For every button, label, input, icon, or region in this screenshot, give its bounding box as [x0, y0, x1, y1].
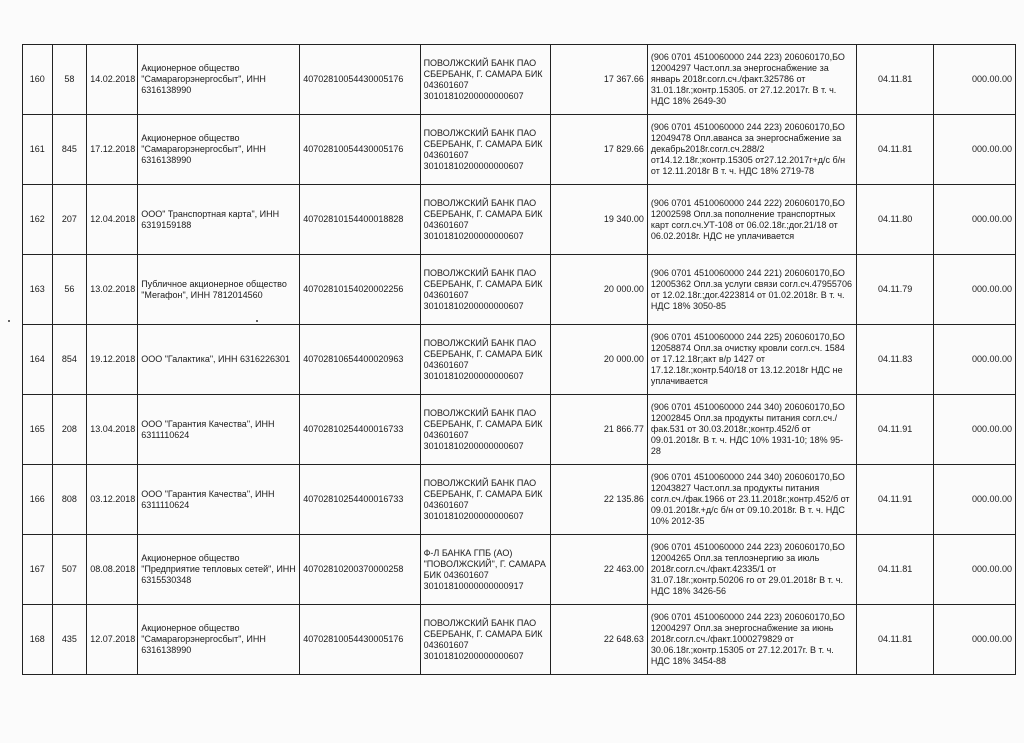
payment-date: 13.04.2018	[87, 395, 138, 465]
doc-number: 854	[52, 325, 87, 395]
table-row	[23, 325, 1016, 395]
recipient-name: Акционерное общество "Самарагорэнергосбыт", ИНН 6316138990	[138, 605, 300, 675]
payment-amount: 19 340.00	[551, 185, 648, 255]
payment-date: 03.12.2018	[87, 465, 138, 535]
recipient-name: Акционерное общество "Самарагорэнергосбыт", ИНН 6316138990	[138, 115, 300, 185]
account-number: 40702810200370000258	[300, 535, 420, 605]
payment-amount: 17 829.66	[551, 115, 648, 185]
payment-amount: 20 000.00	[551, 255, 648, 325]
table-row	[23, 465, 1016, 535]
payment-date: 12.04.2018	[87, 185, 138, 255]
table-body	[23, 45, 1016, 675]
payment-purpose: (906 0701 4510060000 244 221) 206060170,БО 12005362 Опл.за услуги связи согл.сч.47955706 от 12.02.18г.;дог.4223814 от 01.02.2018г. В т. ч. НДС 18% 3050-85	[647, 255, 856, 325]
doc-number: 808	[52, 465, 87, 535]
secondary-sum: 000.00.00	[934, 535, 1016, 605]
doc-number: 435	[52, 605, 87, 675]
account-number: 40702810054430005176	[300, 605, 420, 675]
recipient-name: Акционерное общество "Самарагорэнергосбыт", ИНН 6316138990	[138, 45, 300, 115]
recipient-name: Публичное акционерное общество "Мегафон", ИНН 7812014560	[138, 255, 300, 325]
row-number: 161	[23, 115, 53, 185]
scan-speck	[256, 320, 258, 322]
doc-number: 58	[52, 45, 87, 115]
payment-purpose: (906 0701 4510060000 244 223) 206060170,БО 12004297 Част.опл.за энергоснабжение за январь 2018г.согл.сч./факт.325786 от 31.01.18г.;контр.15305. от 27.12.2017г. В т. ч. НДС 18% 2649-30	[647, 45, 856, 115]
table-row	[23, 115, 1016, 185]
payment-date: 14.02.2018	[87, 45, 138, 115]
table-row	[23, 255, 1016, 325]
payment-purpose: (906 0701 4510060000 244 340) 206060170,БО 12002845 Опл.за продукты питания согл.сч./фак.531 от 30.03.2018г.;контр.452/б от 09.01.2018г. В т. ч. НДС 10% 1931-10; 18% 95-28	[647, 395, 856, 465]
recipient-name: ООО "Гарантия Качества", ИНН 6311110624	[138, 465, 300, 535]
budget-code: 04.11.79	[856, 255, 933, 325]
payment-amount: 22 648.63	[551, 605, 648, 675]
table-row	[23, 605, 1016, 675]
row-number: 162	[23, 185, 53, 255]
table-row	[23, 185, 1016, 255]
doc-number: 845	[52, 115, 87, 185]
payment-date: 08.08.2018	[87, 535, 138, 605]
scan-speck	[8, 320, 10, 322]
bank-details: ПОВОЛЖСКИЙ БАНК ПАО СБЕРБАНК, Г. САМАРА БИК 043601607 30101810200000000607	[420, 185, 550, 255]
recipient-name: Акционерное общество "Предприятие тепловых сетей", ИНН 6315530348	[138, 535, 300, 605]
row-number: 165	[23, 395, 53, 465]
recipient-name: ООО" Транспортная карта", ИНН 6319159188	[138, 185, 300, 255]
bank-details: ПОВОЛЖСКИЙ БАНК ПАО СБЕРБАНК, Г. САМАРА БИК 043601607 30101810200000000607	[420, 115, 550, 185]
payment-amount: 21 866.77	[551, 395, 648, 465]
bank-details: ПОВОЛЖСКИЙ БАНК ПАО СБЕРБАНК, Г. САМАРА БИК 043601607 30101810200000000607	[420, 465, 550, 535]
bank-details: ПОВОЛЖСКИЙ БАНК ПАО СБЕРБАНК, Г. САМАРА БИК 043601607 30101810200000000607	[420, 605, 550, 675]
secondary-sum: 000.00.00	[934, 395, 1016, 465]
account-number: 40702810154400018828	[300, 185, 420, 255]
payment-purpose: (906 0701 4510060000 244 223) 206060170,БО 12004297 Опл.за энергоснабжение за июнь 2018г.согл.сч./факт.1000279829 от 30.06.18г.;контр.15305 от 27.12.2017г. В т. ч. НДС 18% 3454-88	[647, 605, 856, 675]
budget-code: 04.11.81	[856, 605, 933, 675]
budget-code: 04.11.83	[856, 325, 933, 395]
payments-table	[22, 44, 1016, 675]
budget-code: 04.11.81	[856, 535, 933, 605]
bank-details: ПОВОЛЖСКИЙ БАНК ПАО СБЕРБАНК, Г. САМАРА БИК 043601607 30101810200000000607	[420, 255, 550, 325]
bank-details: ПОВОЛЖСКИЙ БАНК ПАО СБЕРБАНК, Г. САМАРА БИК 043601607 30101810200000000607	[420, 395, 550, 465]
payment-amount: 22 135.86	[551, 465, 648, 535]
budget-code: 04.11.91	[856, 465, 933, 535]
doc-number: 507	[52, 535, 87, 605]
budget-code: 04.11.91	[856, 395, 933, 465]
account-number: 40702810254400016733	[300, 465, 420, 535]
payment-amount: 17 367.66	[551, 45, 648, 115]
secondary-sum: 000.00.00	[934, 325, 1016, 395]
row-number: 166	[23, 465, 53, 535]
doc-number: 207	[52, 185, 87, 255]
bank-details: ПОВОЛЖСКИЙ БАНК ПАО СБЕРБАНК, Г. САМАРА БИК 043601607 30101810200000000607	[420, 45, 550, 115]
account-number: 40702810054430005176	[300, 45, 420, 115]
secondary-sum: 000.00.00	[934, 605, 1016, 675]
row-number: 167	[23, 535, 53, 605]
bank-details: Ф-Л БАНКА ГПБ (АО) "ПОВОЛЖСКИЙ", Г. САМАРА БИК 043601607 30101810000000000917	[420, 535, 550, 605]
payment-date: 13.02.2018	[87, 255, 138, 325]
secondary-sum: 000.00.00	[934, 185, 1016, 255]
table-row	[23, 45, 1016, 115]
account-number: 40702810654400020963	[300, 325, 420, 395]
secondary-sum: 000.00.00	[934, 45, 1016, 115]
row-number: 164	[23, 325, 53, 395]
payment-purpose: (906 0701 4510060000 244 340) 206060170,БО 12043827 Част.опл.за продукты питания согл.сч./фак.1966 от 23.11.2018г.;контр.452/б от 09.01.2018г.+д/с б/н от 09.10.2018г. В т. ч. НДС 10% 2012-35	[647, 465, 856, 535]
payment-date: 17.12.2018	[87, 115, 138, 185]
payment-date: 12.07.2018	[87, 605, 138, 675]
recipient-name: ООО "Гарантия Качества", ИНН 6311110624	[138, 395, 300, 465]
account-number: 40702810254400016733	[300, 395, 420, 465]
secondary-sum: 000.00.00	[934, 255, 1016, 325]
payment-purpose: (906 0701 4510060000 244 223) 206060170,БО 12049478 Опл.аванса за энергоснабжение за декабрь2018г.согл.сч.288/2 от14.12.18г.;контр.15305 от27.12.2017г+д/с б/н от 12.11.2018г В т. ч. НДС 18% 2719-78	[647, 115, 856, 185]
doc-number: 208	[52, 395, 87, 465]
doc-number: 56	[52, 255, 87, 325]
payment-amount: 20 000.00	[551, 325, 648, 395]
secondary-sum: 000.00.00	[934, 115, 1016, 185]
account-number: 40702810054430005176	[300, 115, 420, 185]
payment-date: 19.12.2018	[87, 325, 138, 395]
payment-amount: 22 463.00	[551, 535, 648, 605]
row-number: 168	[23, 605, 53, 675]
account-number: 40702810154020002256	[300, 255, 420, 325]
row-number: 160	[23, 45, 53, 115]
payment-purpose: (906 0701 4510060000 244 222) 206060170,БО 12002598 Опл.за пополнение транспортных карт согл.сч.УТ-108 от 06.02.18г.;дог.21/18 от 06.02.2018г. НДС не уплачивается	[647, 185, 856, 255]
secondary-sum: 000.00.00	[934, 465, 1016, 535]
payment-purpose: (906 0701 4510060000 244 223) 206060170,БО 12004265 Опл.за теплоэнергию за июль 2018г.согл.сч./факт.42335/1 от 31.07.18г.;контр.50206 го от 29.01.2018г В т. ч. НДС 18% 3426-56	[647, 535, 856, 605]
recipient-name: ООО "Галактика", ИНН 6316226301	[138, 325, 300, 395]
table-row	[23, 395, 1016, 465]
bank-details: ПОВОЛЖСКИЙ БАНК ПАО СБЕРБАНК, Г. САМАРА БИК 043601607 30101810200000000607	[420, 325, 550, 395]
row-number: 163	[23, 255, 53, 325]
budget-code: 04.11.81	[856, 45, 933, 115]
budget-code: 04.11.81	[856, 115, 933, 185]
payment-purpose: (906 0701 4510060000 244 225) 206060170,БО 12058874 Опл.за очистку кровли согл.сч. 1584 от 17.12.18г;акт в/р 1427 от 17.12.18г.;контр.540/18 от 13.12.2018г НДС не уплачивается	[647, 325, 856, 395]
budget-code: 04.11.80	[856, 185, 933, 255]
table-row	[23, 535, 1016, 605]
